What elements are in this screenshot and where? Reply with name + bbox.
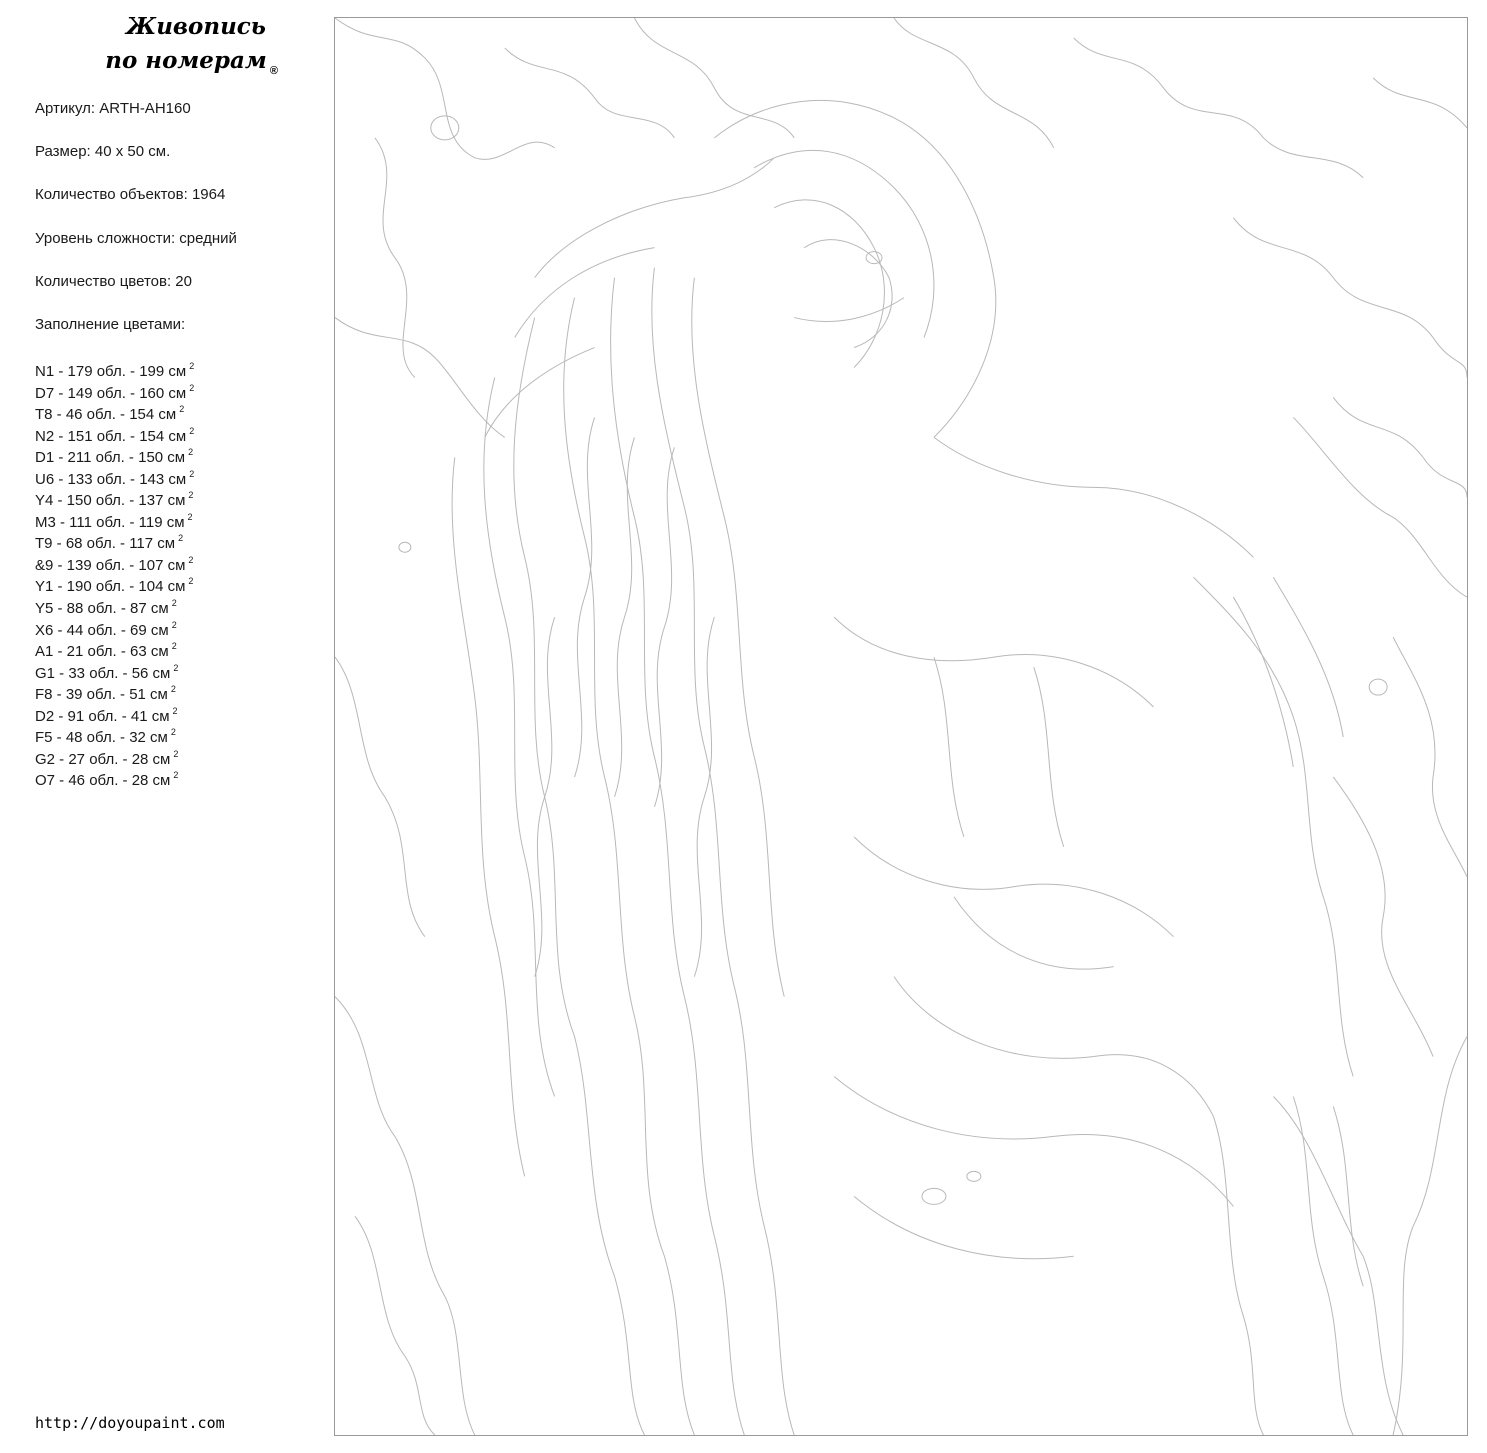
color-fill-item: D7 - 149 обл. - 160 см $^2$ [35, 382, 195, 402]
brand-logo [96, 10, 296, 78]
color-fill-item: G2 - 27 обл. - 28 см $^2$ [35, 748, 179, 768]
color-fill-item: T9 - 68 обл. - 117 см $^2$ [35, 533, 184, 553]
line-art-outline [335, 18, 1467, 1435]
color-fill-item: O7 - 46 обл. - 28 см $^2$ [35, 770, 179, 790]
article-text: Артикул: ARTH-AH160 [35, 100, 191, 117]
colors-count-text: Количество цветов: 20 [35, 272, 192, 290]
color-fill-item: F8 - 39 обл. - 51 см $^2$ [35, 684, 176, 704]
brand-line-1: Живопись [126, 13, 266, 40]
brand-line-2: по номерам [105, 47, 267, 74]
color-fill-item: N1 - 179 обл. - 199 см $^2$ [35, 361, 195, 380]
website-link[interactable]: http://doyoupaint.com [35, 1414, 225, 1432]
color-fill-item: F5 - 48 обл. - 32 см $^2$ [35, 727, 176, 747]
difficulty-text: Уровень сложности: средний [35, 229, 237, 247]
color-fill-item: T8 - 46 обл. - 154 см $^2$ [35, 404, 185, 424]
fill-heading: Заполнение цветами: [35, 315, 186, 333]
color-fill-item: Y5 - 88 обл. - 87 см $^2$ [35, 598, 177, 618]
color-fill-item: G1 - 33 обл. - 56 см $^2$ [35, 662, 179, 682]
color-fill-item: &9 - 139 обл. - 107 см $^2$ [35, 554, 194, 574]
color-fill-item: X6 - 44 обл. - 69 см $^2$ [35, 619, 177, 639]
color-fill-item: Y4 - 150 обл. - 137 см $^2$ [35, 490, 194, 510]
registered-mark: ® [269, 65, 278, 77]
color-fill-item: D2 - 91 обл. - 41 см $^2$ [35, 705, 178, 725]
color-fill-item: U6 - 133 обл. - 143 см $^2$ [35, 468, 195, 488]
color-fill-item: M3 - 111 обл. - 119 см $^2$ [35, 511, 193, 531]
paint-by-numbers-canvas [334, 17, 1468, 1436]
sidebar-panel [0, 0, 320, 1453]
color-fill-list [35, 356, 195, 790]
product-info [35, 98, 237, 357]
objects-count-text: Количество объектов: 1964 [35, 186, 226, 204]
color-fill-item: A1 - 21 обл. - 63 см $^2$ [35, 641, 177, 661]
color-fill-item: N2 - 151 обл. - 154 см $^2$ [35, 425, 195, 445]
size-text: Размер: 40 х 50 см. [35, 143, 171, 161]
color-fill-item: Y1 - 190 обл. - 104 см $^2$ [35, 576, 194, 596]
color-fill-item: D1 - 211 обл. - 150 см $^2$ [35, 447, 194, 467]
